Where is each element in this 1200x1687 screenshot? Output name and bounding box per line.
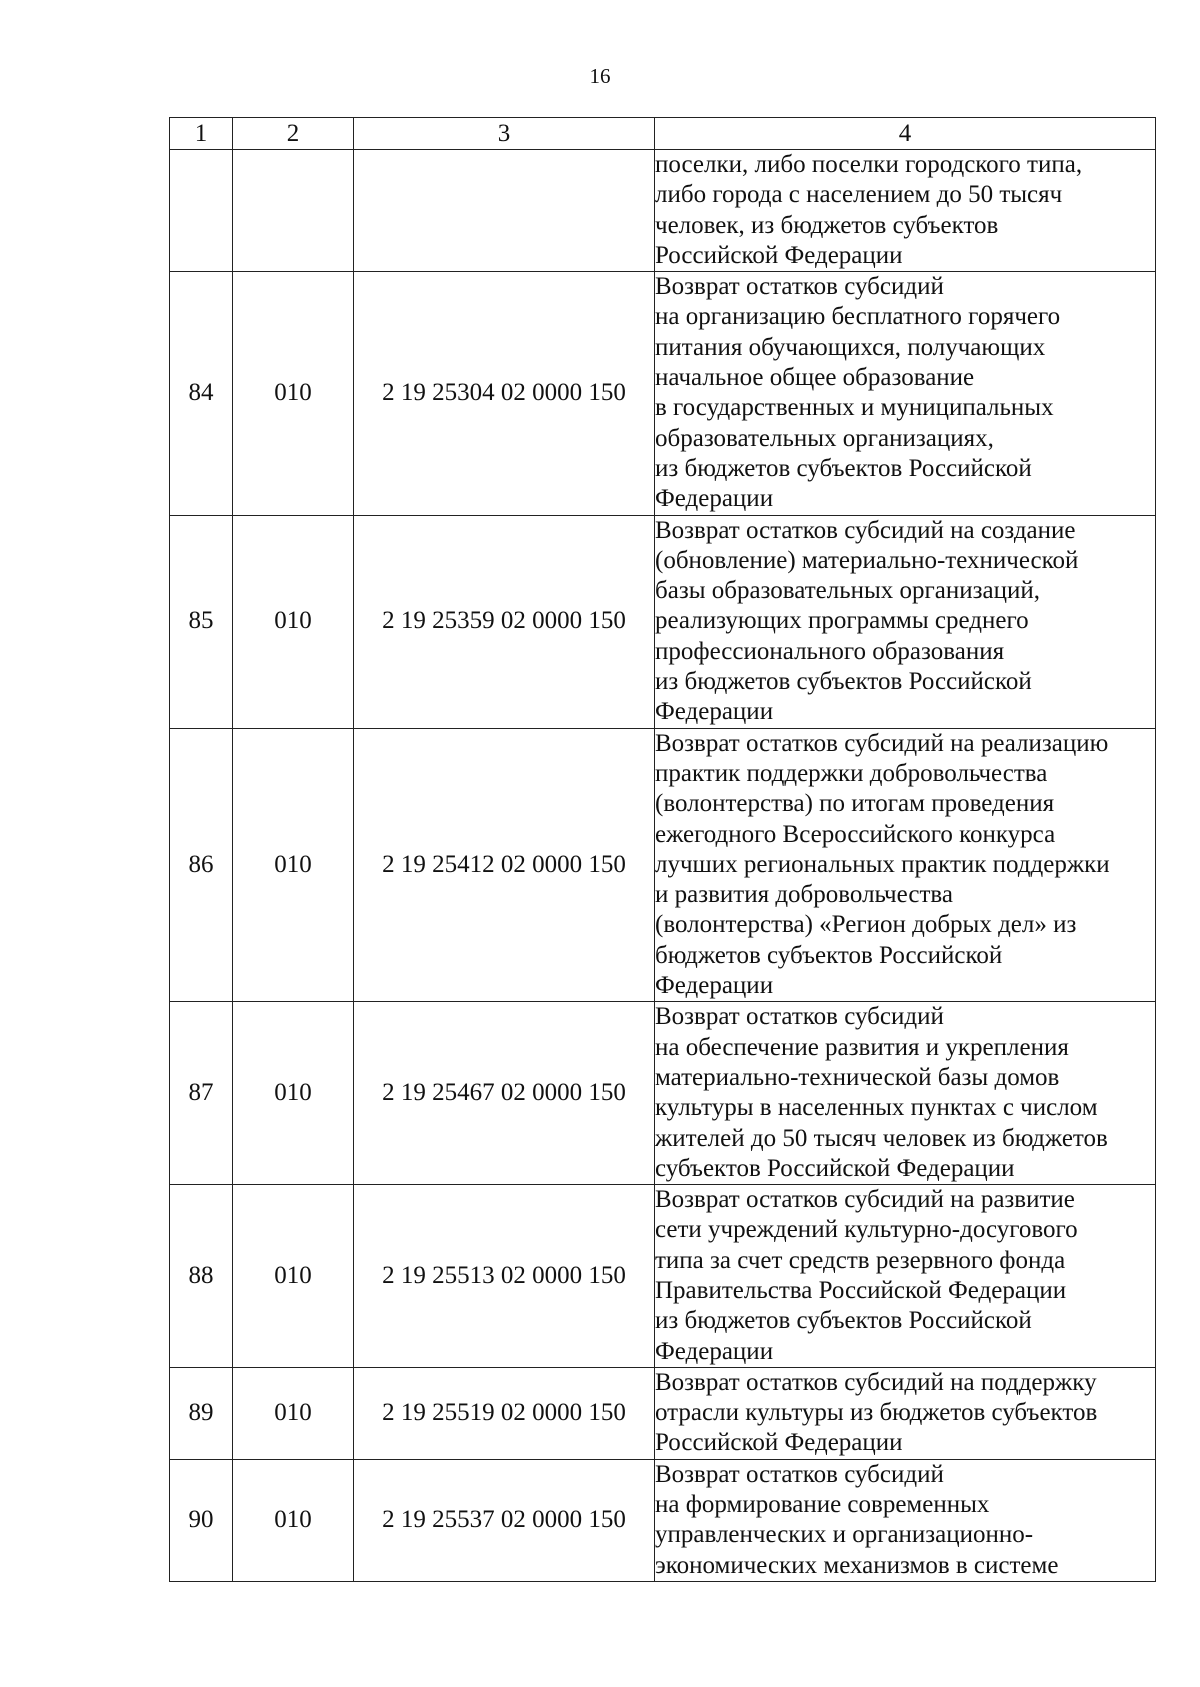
description-line: (обновление) материально-технической [655,546,1079,574]
table-body [170,150,1156,1582]
description-cell [655,515,1156,728]
description-line: и развития добровольчества [655,881,953,909]
description-line: ежегодного Всероссийского конкурса [655,820,1056,848]
description-line: начальное общее образование [655,364,975,392]
budget-code-cell: 2 19 25537 02 0000 150 [354,1459,655,1581]
administrator-code-cell: 010 [233,515,354,728]
description-line: Возврат остатков субсидий [655,1003,944,1031]
description-line: практик поддержки добровольчества [655,759,1048,787]
table-row [170,515,1156,728]
description-line: жителей до 50 тысяч человек из бюджетов [655,1124,1108,1152]
description-line: Возврат остатков субсидий на реализацию [655,729,1109,757]
page-number: 16 [589,64,611,88]
description-line: Российской Федерации [655,241,903,269]
description-line: реализующих программы среднего [655,607,1029,635]
description-line: Федерации [655,698,774,726]
row-number-cell: 89 [170,1367,233,1459]
administrator-code-cell: 010 [233,728,354,1002]
column-header-2: 2 [233,118,354,150]
description-line: экономических механизмов в системе [655,1551,1059,1579]
description-cell [655,1002,1156,1185]
description-line: из бюджетов субъектов Российской [655,668,1032,696]
description-line: питания обучающихся, получающих [655,333,1046,361]
table-row [170,1459,1156,1581]
header-row [170,118,1156,150]
budget-code-cell: 2 19 25412 02 0000 150 [354,728,655,1002]
description-cell [655,728,1156,1002]
description-line: базы образовательных организаций, [655,577,1040,605]
description-line: (волонтерства) по итогам проведения [655,790,1055,818]
description-line: Федерации [655,972,774,1000]
column-header-1: 1 [170,118,233,150]
description-cell [655,1367,1156,1459]
description-line: материально-технической базы домов [655,1063,1060,1091]
description-cell [655,1459,1156,1581]
description-line: типа за счет средств резервного фонда [655,1246,1066,1274]
table-row [170,728,1156,1002]
description-line: субъектов Российской Федерации [655,1154,1015,1182]
description-line: культуры в населенных пунктах с числом [655,1094,1098,1122]
table-row [170,1367,1156,1459]
administrator-code-cell: 010 [233,1459,354,1581]
table-row [170,1002,1156,1185]
description-line: управленческих и организационно- [655,1521,1034,1549]
description-line: образовательных организациях, [655,424,994,452]
description-line: либо города с населением до 50 тысяч [655,181,1063,209]
description-line: Правительства Российской Федерации [655,1276,1067,1304]
description-line: человек, из бюджетов субъектов [655,211,999,239]
budget-code-cell: 2 19 25519 02 0000 150 [354,1367,655,1459]
description-line: сети учреждений культурно-досугового [655,1216,1078,1244]
description-cell [655,150,1156,272]
row-number-cell: 90 [170,1459,233,1581]
description-line: Возврат остатков субсидий [655,1460,944,1488]
table-row [170,150,1156,272]
description-line: лучших региональных практик поддержки [655,850,1110,878]
description-line: Российской Федерации [655,1429,903,1457]
description-line: на организацию бесплатного горячего [655,303,1061,331]
description-line: Федерации [655,485,774,513]
row-number-cell: 87 [170,1002,233,1185]
administrator-code-cell: 010 [233,1185,354,1368]
budget-code-cell: 2 19 25304 02 0000 150 [354,272,655,515]
description-line: Возврат остатков субсидий на поддержку [655,1368,1097,1396]
table-row [170,1185,1156,1368]
table-header [170,118,1156,150]
budget-code-cell [354,150,655,272]
row-number-cell: 85 [170,515,233,728]
budget-code-cell: 2 19 25359 02 0000 150 [354,515,655,728]
description-line: Возврат остатков субсидий на создание [655,516,1076,544]
description-cell [655,272,1156,515]
description-line: из бюджетов субъектов Российской [655,1307,1032,1335]
description-line: Возврат остатков субсидий [655,273,944,301]
table-row [170,272,1156,515]
column-header-3: 3 [354,118,655,150]
description-line: на формирование современных [655,1491,990,1519]
description-line: в государственных и муниципальных [655,394,1054,422]
administrator-code-cell: 010 [233,1367,354,1459]
description-line: бюджетов субъектов Российской [655,941,1003,969]
description-line: поселки, либо поселки городского типа, [655,151,1083,178]
administrator-code-cell: 010 [233,272,354,515]
description-line: профессионального образования [655,637,1005,665]
description-line: отрасли культуры из бюджетов субъектов [655,1399,1098,1427]
budget-code-cell: 2 19 25467 02 0000 150 [354,1002,655,1185]
budget-code-cell: 2 19 25513 02 0000 150 [354,1185,655,1368]
description-cell [655,1185,1156,1368]
budget-classification-table [169,117,1156,1582]
description-line: на обеспечение развития и укрепления [655,1033,1069,1061]
row-number-cell: 86 [170,728,233,1002]
description-line: из бюджетов субъектов Российской [655,454,1032,482]
row-number-cell: 84 [170,272,233,515]
description-line: (волонтерства) «Регион добрых дел» из [655,911,1077,939]
row-number-cell: 88 [170,1185,233,1368]
administrator-code-cell [233,150,354,272]
description-line: Возврат остатков субсидий на развитие [655,1186,1075,1214]
description-line: Федерации [655,1337,774,1365]
administrator-code-cell: 010 [233,1002,354,1185]
row-number-cell [170,150,233,272]
column-header-4: 4 [655,118,1156,150]
